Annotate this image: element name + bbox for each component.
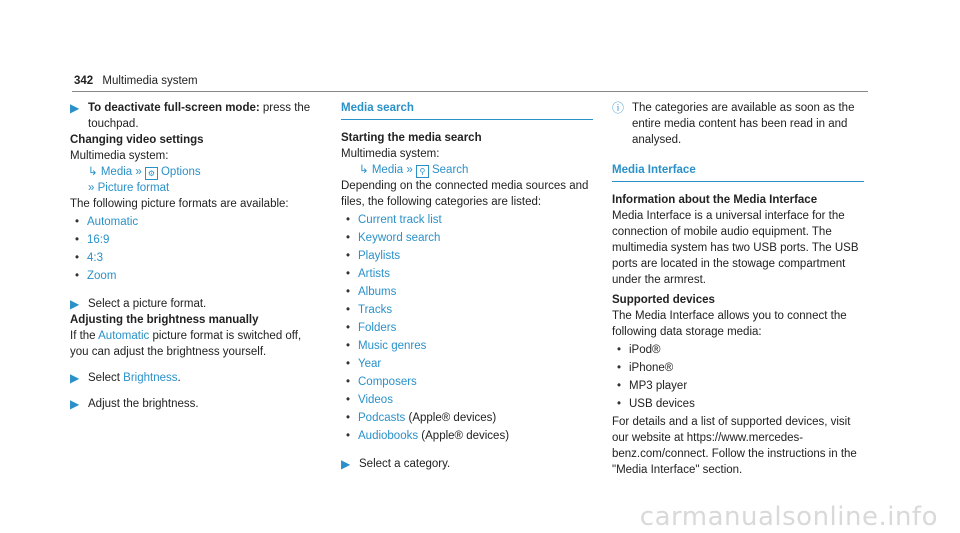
list-item[interactable]: • Videos (341, 392, 593, 408)
nav-path-1 (70, 164, 322, 180)
path-media[interactable]: Media (100, 166, 133, 178)
nav-path-2 (70, 180, 322, 196)
double-chevron-icon: » (88, 182, 95, 194)
column-2 (341, 100, 593, 472)
step-arrow-icon: ▶ (70, 371, 80, 385)
list-item[interactable]: • Folders (341, 320, 593, 336)
list-item[interactable]: • Composers (341, 374, 593, 390)
return-arrow-icon: ↳ (88, 166, 98, 178)
brightness-heading: Adjusting the brightness manually (70, 314, 259, 326)
step-text: Select a category. (359, 458, 451, 470)
page-number: 342 (74, 75, 94, 87)
return-arrow-icon: ↳ (359, 164, 369, 176)
info-icon: ⓘ (612, 101, 625, 115)
header-section: Multimedia system (102, 75, 198, 87)
search-icon: ⚲ (416, 165, 429, 178)
path-media[interactable]: Media (371, 164, 404, 176)
note-block (612, 100, 864, 148)
watermark: carmanualsonline.info (639, 502, 938, 532)
video-heading: Changing video settings (70, 134, 204, 146)
info-heading: Information about the Media Interface (612, 194, 818, 206)
devices-intro: The Media Interface allows you to connect the following data storage media: (612, 310, 847, 338)
step-arrow-icon: ▶ (70, 297, 80, 311)
details-text: For details and a list of supported devices, visit our website at https://www.mercedes-benz.com/connect. Follow the instructions in the "Media Interface" section. (612, 416, 857, 476)
list-item: • Audiobooks (Apple® devices) (341, 428, 593, 444)
column-3 (612, 100, 864, 478)
list-item: • MP3 player (612, 378, 864, 394)
list-item[interactable]: • Zoom (70, 268, 322, 284)
note-text: The categories are available as soon as the entire media content has been read in and analysed. (632, 102, 855, 146)
list-item[interactable]: • Music genres (341, 338, 593, 354)
category-list (341, 212, 593, 444)
step-select-format (70, 296, 322, 312)
double-chevron-icon: » (135, 166, 142, 178)
path-picture-format[interactable]: Picture format (97, 182, 170, 194)
nav-path (341, 162, 593, 178)
list-item[interactable]: • Tracks (341, 302, 593, 318)
column-1 (70, 100, 322, 412)
list-item[interactable]: • Keyword search (341, 230, 593, 246)
step-adjust-brightness (70, 396, 322, 412)
step-arrow-icon: ▶ (341, 457, 351, 471)
start-search-heading: Starting the media search (341, 132, 482, 144)
step-text: press the touchpad. (88, 102, 311, 130)
list-item: • iPod® (612, 342, 864, 358)
automatic-link[interactable]: Automatic (98, 330, 150, 342)
list-item[interactable]: • Year (341, 356, 593, 372)
devices-heading: Supported devices (612, 294, 715, 306)
categories-intro: Depending on the connected media sources and files, the following categories are listed: (341, 180, 589, 208)
brightness-link[interactable]: Brightness (123, 372, 178, 384)
step-bold-text: To deactivate full-screen mode: (88, 102, 260, 114)
info-text: Media Interface is a universal interface for the connection of mobile audio equipment. The multimedia system has two USB ports. The USB ports are located in the stowage compartment under the armrest. (612, 210, 859, 286)
list-item[interactable]: • Artists (341, 266, 593, 282)
list-item[interactable]: • Current track list (341, 212, 593, 228)
list-item[interactable]: • Automatic (70, 214, 322, 230)
path-search[interactable]: Search (431, 164, 469, 176)
section-title-media-interface: Media Interface (612, 162, 864, 182)
list-item[interactable]: • 16:9 (70, 232, 322, 248)
step-deactivate (70, 100, 322, 132)
list-item[interactable]: • 4:3 (70, 250, 322, 266)
step-select-category (341, 456, 593, 472)
step-text: Adjust the brightness. (88, 398, 199, 410)
audiobooks-link[interactable]: Audiobooks (358, 430, 419, 442)
page-header (74, 73, 198, 89)
system-label: Multimedia system: (341, 148, 440, 160)
step-arrow-icon: ▶ (70, 101, 80, 115)
format-list (70, 214, 322, 284)
formats-intro: The following picture formats are available: (70, 198, 289, 210)
header-divider (72, 91, 868, 92)
device-list (612, 342, 864, 412)
list-item: • USB devices (612, 396, 864, 412)
gear-icon: ⚙ (145, 167, 158, 180)
step-text: Select a picture format. (88, 298, 207, 310)
podcasts-link[interactable]: Podcasts (358, 412, 406, 424)
list-item[interactable]: • Playlists (341, 248, 593, 264)
system-label: Multimedia system: (70, 150, 169, 162)
path-options[interactable]: Options (160, 166, 201, 178)
section-title-media-search: Media search (341, 100, 593, 120)
step-arrow-icon: ▶ (70, 397, 80, 411)
step-select-brightness: ▶ Select Brightness. (70, 371, 181, 385)
list-item: • Podcasts (Apple® devices) (341, 410, 593, 426)
brightness-text: If the Automatic picture format is switched off, you can adjust the brightness yourself. (70, 330, 302, 358)
list-item[interactable]: • Albums (341, 284, 593, 300)
list-item: • iPhone® (612, 360, 864, 376)
double-chevron-icon: » (406, 164, 413, 176)
